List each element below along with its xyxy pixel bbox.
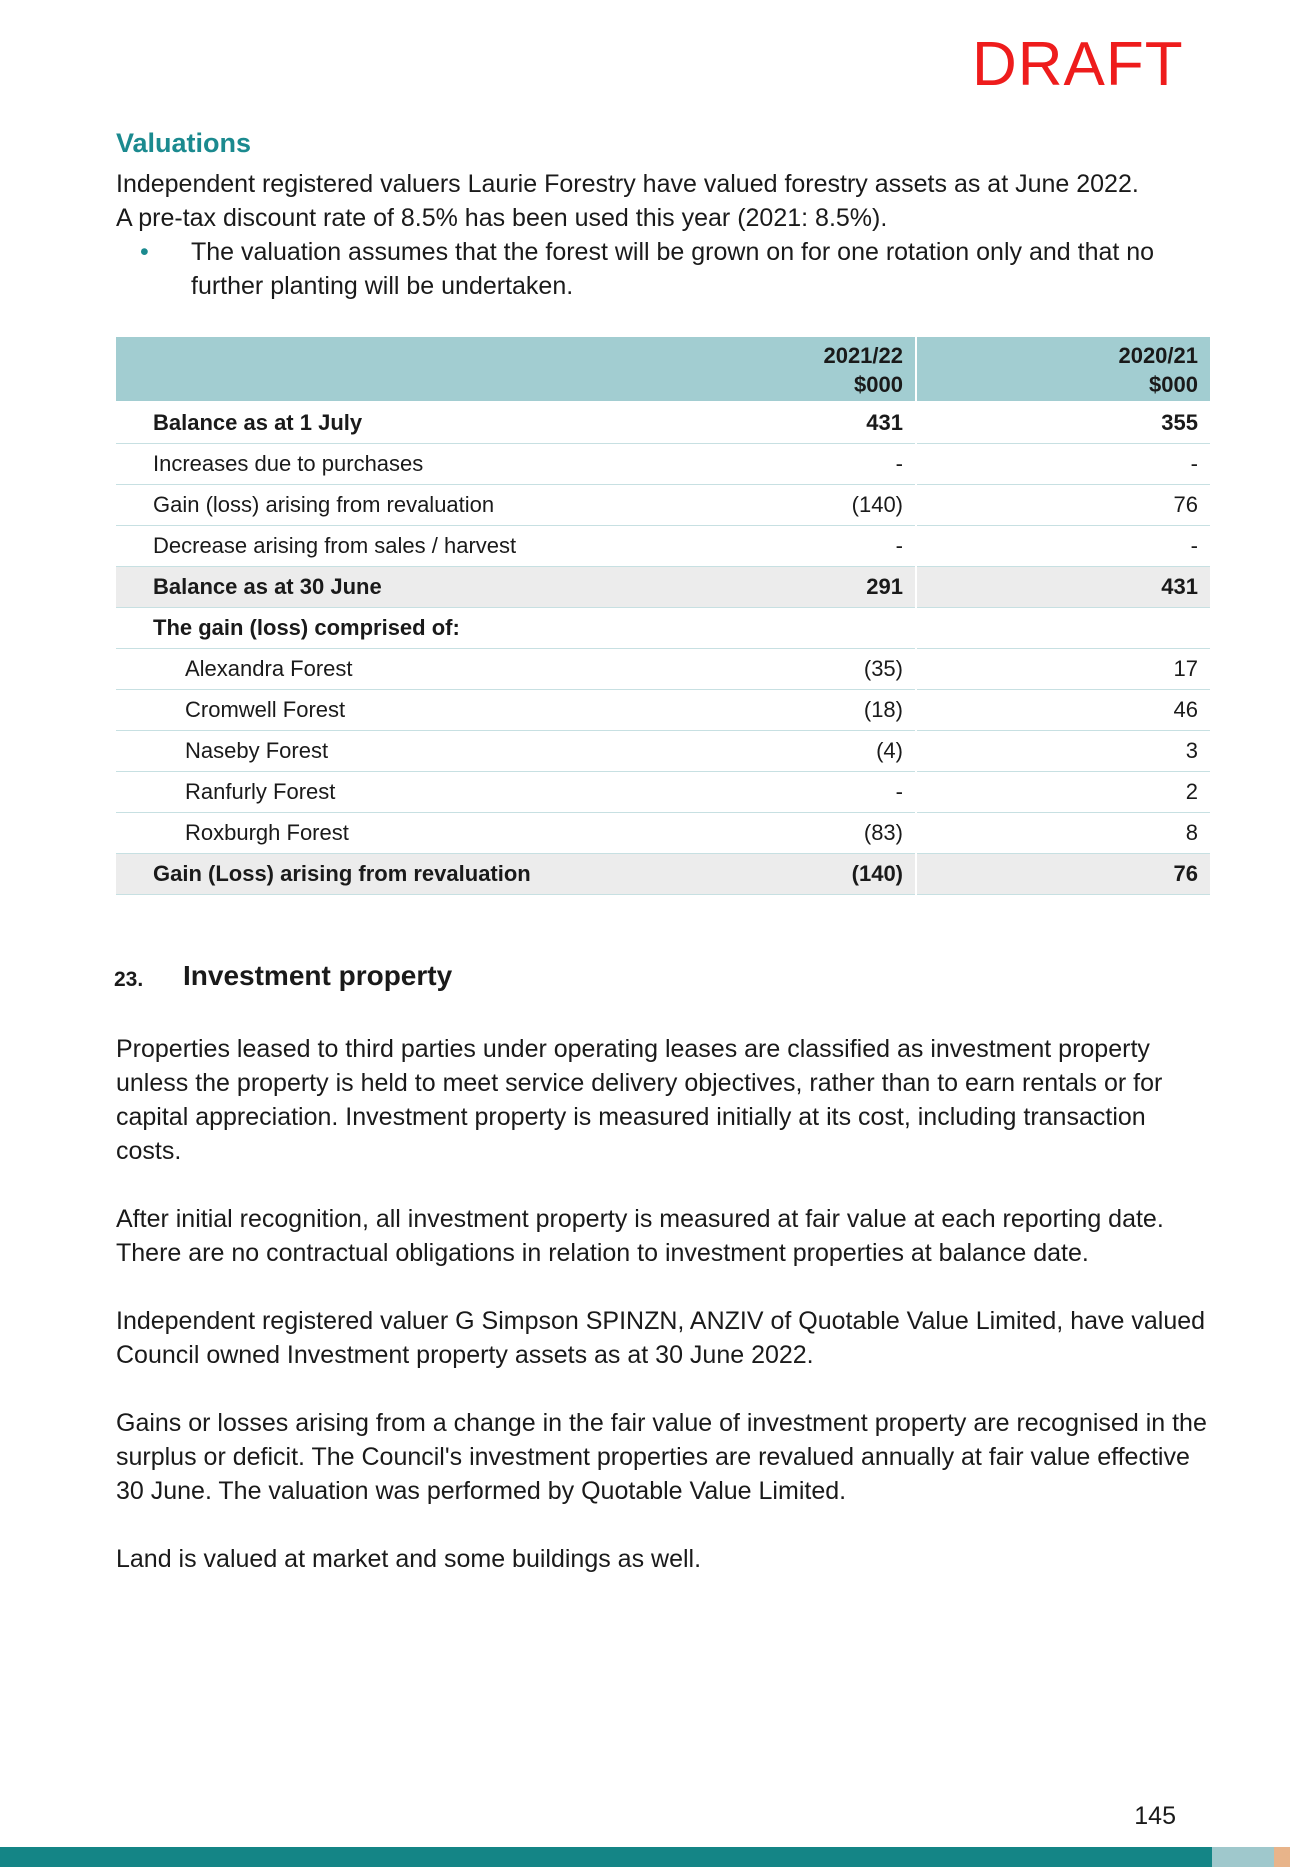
row-value-2021-22: (83) [619, 813, 916, 854]
row-label: Cromwell Forest [116, 690, 619, 731]
table-row [116, 690, 1210, 731]
row-value-2020-21: 3 [916, 731, 1210, 772]
row-value-2021-22: (18) [619, 690, 916, 731]
footer-bar-accent [1212, 1847, 1274, 1867]
row-value-2021-22: (140) [619, 485, 916, 526]
row-value-2021-22: 431 [619, 402, 916, 444]
header-2021-22 [619, 337, 916, 402]
investment-property-body [116, 1032, 1210, 1610]
row-value-2021-22: 291 [619, 567, 916, 608]
row-value-2020-21 [916, 608, 1210, 649]
forestry-valuation-table [116, 337, 1210, 895]
header-2020-21-unit: $000 [1149, 372, 1198, 397]
body-paragraph-5: Land is valued at market and some buildings as well. [116, 1545, 702, 1573]
row-value-2020-21: 76 [916, 485, 1210, 526]
row-label: Gain (Loss) arising from revaluation [116, 854, 619, 895]
row-value-2021-22: (35) [619, 649, 916, 690]
table-row [116, 772, 1210, 813]
row-value-2021-22: (140) [619, 854, 916, 895]
row-label: Gain (loss) arising from revaluation [116, 485, 619, 526]
note-title: Investment property [183, 960, 453, 991]
row-value-2020-21: 46 [916, 690, 1210, 731]
row-value-2021-22: (4) [619, 731, 916, 772]
table-row [116, 444, 1210, 485]
row-value-2020-21: 76 [916, 854, 1210, 895]
row-value-2020-21: - [916, 526, 1210, 567]
footer-bar-accent-orange [1274, 1847, 1290, 1867]
row-label: Ranfurly Forest [116, 772, 619, 813]
body-paragraph-1: Properties leased to third parties under operating leases are classified as investment property unless the property is held to meet service delivery objectives, rather than to earn rentals or for capital appreciation. Investment property is measured initially at its cost, including transaction costs. [116, 1035, 1163, 1165]
note-number: 23. [114, 968, 144, 991]
valuations-paragraph-1: Independent registered valuers Laurie Forestry have valued forestry assets as at June 2022. [116, 170, 1139, 198]
table-row [116, 649, 1210, 690]
table-row [116, 402, 1210, 444]
header-2020-21-year: 2020/21 [1118, 343, 1198, 368]
table-header-row [116, 337, 1210, 402]
table-row [116, 526, 1210, 567]
table-row-total [116, 854, 1210, 895]
valuations-paragraph-2: A pre-tax discount rate of 8.5% has been used this year (2021: 8.5%). [116, 204, 888, 232]
draft-watermark: DRAFT [972, 30, 1184, 99]
row-label: Naseby Forest [116, 731, 619, 772]
row-label: The gain (loss) comprised of: [116, 608, 619, 649]
row-value-2020-21: 2 [916, 772, 1210, 813]
table-row [116, 813, 1210, 854]
table-row-subheading [116, 608, 1210, 649]
row-value-2020-21: - [916, 444, 1210, 485]
row-label: Increases due to purchases [116, 444, 619, 485]
table-row-total [116, 567, 1210, 608]
row-value-2020-21: 17 [916, 649, 1210, 690]
row-label: Decrease arising from sales / harvest [116, 526, 619, 567]
table-row [116, 485, 1210, 526]
header-2020-21 [916, 337, 1210, 402]
valuations-heading: Valuations [116, 128, 252, 158]
body-paragraph-4: Gains or losses arising from a change in the fair value of investment property are recognised in the surplus or deficit. The Council's investment properties are revalued annually at fair value effective 30 June. The valuation was performed by Quotable Value Limited. [116, 1409, 1207, 1505]
row-value-2021-22: - [619, 772, 916, 813]
valuations-intro [116, 167, 1210, 303]
footer-bar [0, 1847, 1212, 1867]
body-paragraph-2: After initial recognition, all investment property is measured at fair value at each reporting date. There are no contractual obligations in relation to investment properties at balance date. [116, 1205, 1164, 1267]
row-label: Balance as at 1 July [116, 402, 619, 444]
bullet-dot-icon: • [140, 238, 149, 266]
valuations-bullet [116, 235, 1210, 303]
header-2021-22-year: 2021/22 [823, 343, 903, 368]
body-paragraph-3: Independent registered valuer G Simpson SPINZN, ANZIV of Quotable Value Limited, have valued Council owned Investment property assets as at 30 June 2022. [116, 1307, 1206, 1369]
page-number: 145 [1134, 1802, 1176, 1830]
row-value-2021-22: - [619, 444, 916, 485]
row-value-2021-22 [619, 608, 916, 649]
header-2021-22-unit: $000 [854, 372, 903, 397]
row-value-2020-21: 431 [916, 567, 1210, 608]
table-row [116, 731, 1210, 772]
row-label: Alexandra Forest [116, 649, 619, 690]
row-label: Roxburgh Forest [116, 813, 619, 854]
bullet-text: The valuation assumes that the forest will be grown on for one rotation only and that no further planting will be undertaken. [191, 238, 1155, 300]
row-value-2020-21: 8 [916, 813, 1210, 854]
header-label-cell [116, 337, 619, 402]
row-label: Balance as at 30 June [116, 567, 619, 608]
row-value-2021-22: - [619, 526, 916, 567]
row-value-2020-21: 355 [916, 402, 1210, 444]
